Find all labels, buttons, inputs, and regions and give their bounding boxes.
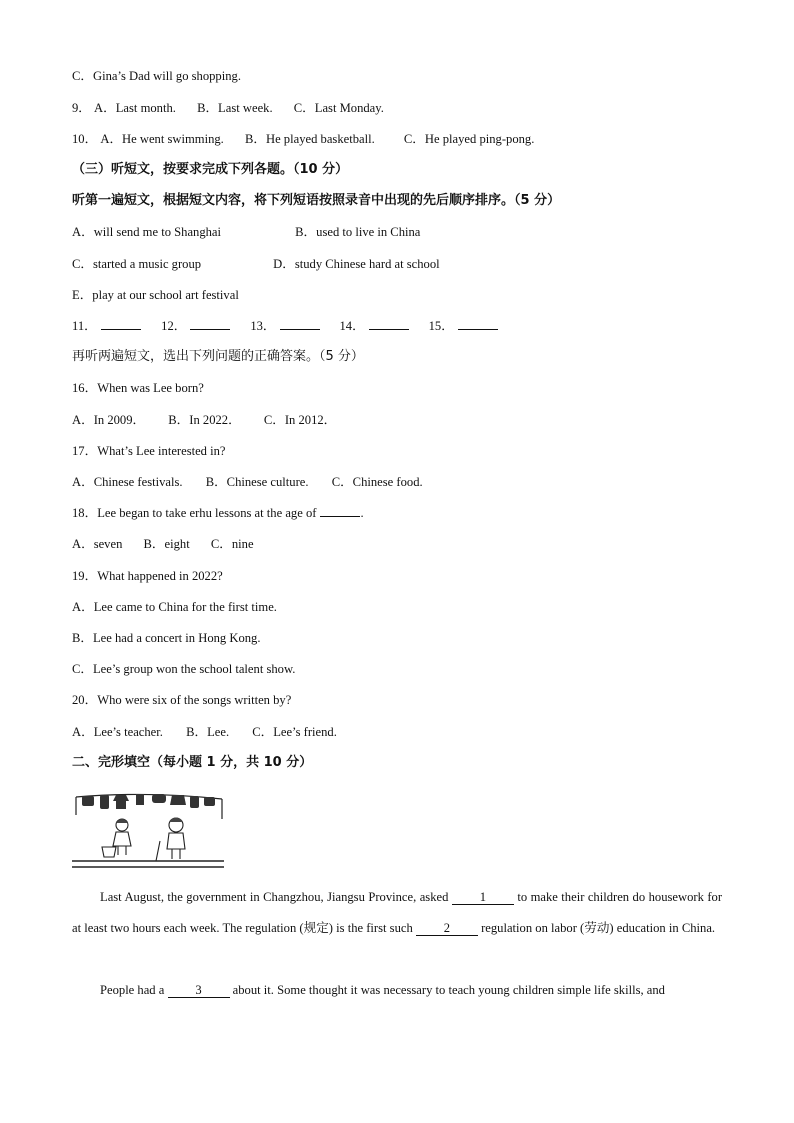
q9-option-c: C．Last Monday. [293, 101, 384, 115]
q17-option-a: A．Chinese festivals. [72, 475, 183, 489]
q18-option-b: B．eight [143, 537, 190, 551]
q16-options [72, 412, 734, 428]
q10-option-b: B．He played basketball. [244, 132, 375, 146]
q17-option-b: B．Chinese culture. [205, 475, 309, 489]
q9-number: 9． [72, 101, 91, 115]
order-option-b: B．used to live in China [295, 225, 421, 239]
q9-option-a: A．Last month. [94, 101, 176, 115]
q20-option-a: A．Lee’s teacher. [72, 725, 163, 739]
order-option-d: D．study Chinese hard at school [273, 257, 440, 271]
q20-options [72, 724, 734, 740]
cloze-gap-3[interactable]: 3 [168, 983, 230, 998]
question-9 [72, 100, 734, 116]
q20-option-c: C．Lee’s friend. [252, 725, 337, 739]
blank-14[interactable]: 14． [339, 318, 425, 334]
order-options-row-1 [72, 224, 734, 240]
q10-option-a: A．He went swimming. [100, 132, 224, 146]
q9-option-b: B．Last week. [197, 101, 273, 115]
q18-option-c: C．nine [210, 537, 254, 551]
cloze-gap-2[interactable]: 2 [416, 921, 478, 936]
q17-option-c: C．Chinese food. [331, 475, 423, 489]
blank-13[interactable]: 13． [250, 318, 336, 334]
q16-stem: 16．When was Lee born? [72, 381, 204, 395]
order-option-a: A．will send me to Shanghai [72, 225, 222, 239]
part3-title: （三）听短文，按要求完成下列各题。（10 分） [72, 162, 349, 177]
q16-option-c: C．In 2012． [263, 413, 337, 427]
q20-option-b: B．Lee. [186, 725, 230, 739]
order-options-row-2 [72, 256, 734, 272]
q18-options [72, 536, 734, 552]
cloze-paragraph-2: People had a 3 about it. Some thought it was necessary to teach young children simple life skills, and [100, 983, 665, 997]
blank-11[interactable]: 11． [72, 318, 158, 334]
q18-blank[interactable] [320, 505, 360, 517]
children-hanging-laundry-illustration [72, 785, 224, 871]
q17-options [72, 474, 734, 490]
q20-stem: 20．Who were six of the songs written by? [72, 693, 292, 707]
q17-stem: 17．What’s Lee interested in? [72, 444, 226, 458]
question-10 [72, 131, 734, 147]
blank-15[interactable]: 15． [429, 318, 515, 334]
order-option-e: E．play at our school art festival [72, 288, 239, 302]
cloze-gap-1[interactable]: 1 [452, 890, 514, 905]
q10-number: 10． [72, 132, 98, 146]
q19-option-a: A．Lee came to China for the first time. [72, 600, 277, 614]
part3-instruction: 听第一遍短文，根据短文内容，将下列短语按照录音中出现的先后顺序排序。（5 分） [72, 193, 561, 208]
cloze-paragraph-1: Last August, the government in Changzhou, Jiangsu Province, asked 1 to make their children do housework for at least two hours each week. The regulation (规定) is the first such 2 regulation on labor (劳动) education in China. [72, 890, 723, 935]
q8-option-c: C．Gina’s Dad will go shopping. [72, 69, 241, 83]
blank-12[interactable]: 12． [161, 318, 247, 334]
order-option-c: C．started a music group [72, 257, 202, 271]
q19-option-c: C．Lee’s group won the school talent show. [72, 662, 296, 676]
q16-option-a: A．In 2009． [72, 413, 146, 427]
answer-blanks-row [72, 318, 734, 334]
q10-option-c: C．He played ping-pong. [403, 132, 535, 146]
q18-stem: 18．Lee began to take erhu lessons at the age of . [72, 506, 364, 520]
section-2-title: 二、完形填空（每小题 1 分，共 10 分） [72, 755, 313, 770]
q19-stem: 19．What happened in 2022? [72, 569, 223, 583]
q18-option-a: A．seven [72, 537, 123, 551]
part3-instruction-2: 再听两遍短文，选出下列问题的正确答案。（5 分） [72, 349, 364, 364]
q19-option-b: B．Lee had a concert in Hong Kong. [72, 631, 261, 645]
q16-option-b: B．In 2022． [168, 413, 241, 427]
